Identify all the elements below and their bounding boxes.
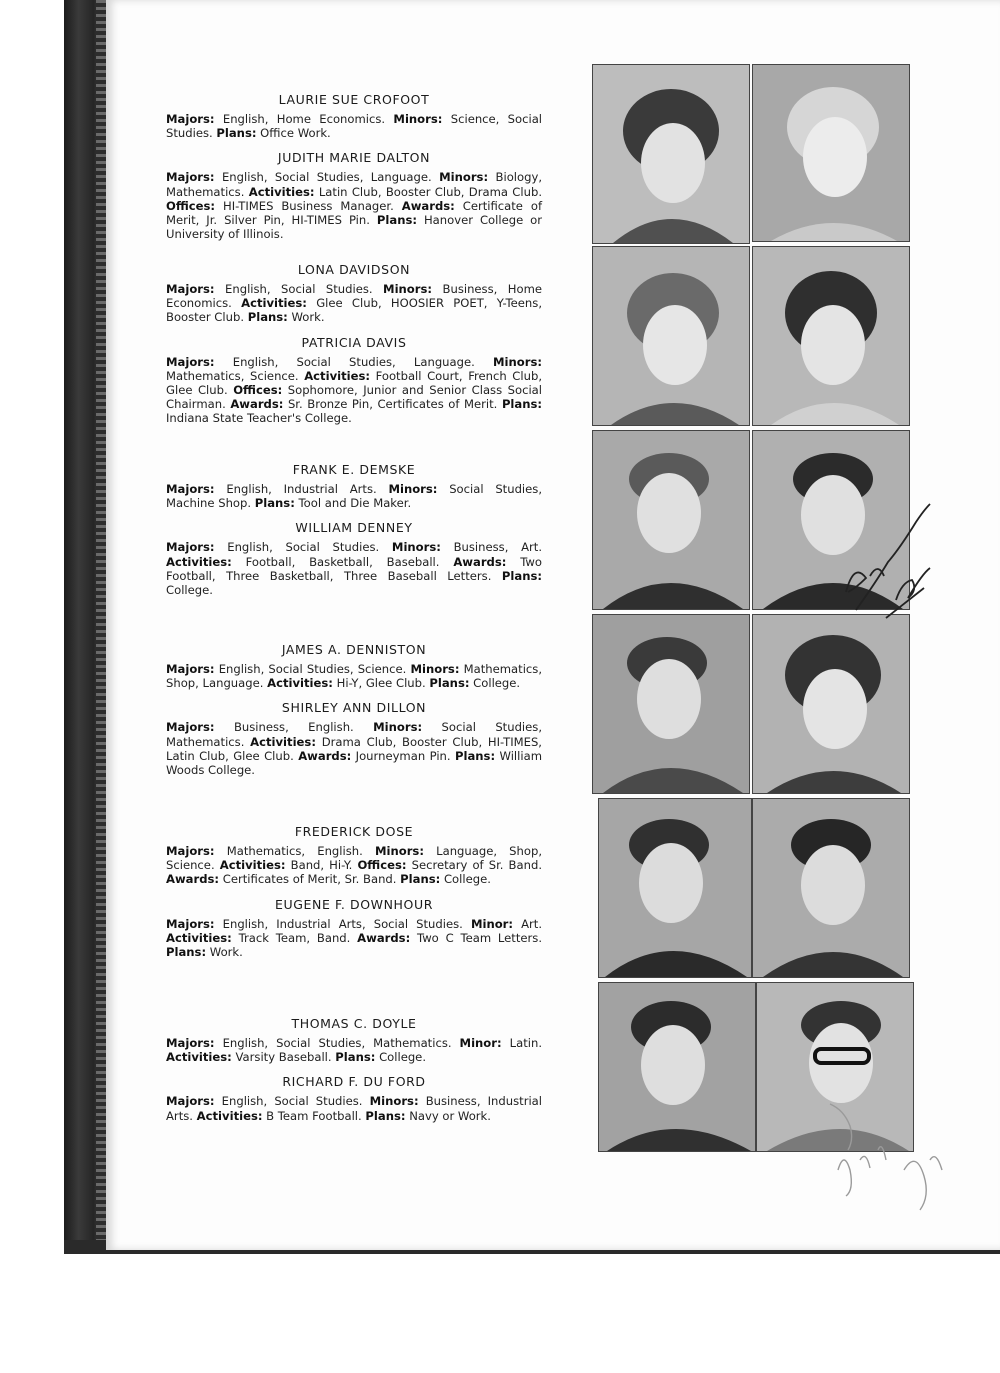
entry-pair-2 xyxy=(166,262,542,436)
student-bio: Majors: English, Social Studies, Language. Minors: Mathematics, Science. Activities: Football Court, French Club, Glee Club. Offices: Sophomore, Junior and Senior Class Social Chairman. Awards: Sr. Bronze Pin, Certificates of Merit. Plans: Indiana State Teacher's College. xyxy=(166,354,543,426)
portrait-photo xyxy=(592,614,750,794)
handwritten-autograph xyxy=(826,492,956,622)
student-name: WILLIAM DENNEY xyxy=(295,520,413,536)
portrait-photo xyxy=(752,246,910,426)
handwritten-note xyxy=(820,1000,970,1220)
portrait-photo xyxy=(598,982,756,1152)
student-name: FRANK E. DEMSKE xyxy=(292,462,416,477)
entry-pair-4 xyxy=(166,642,542,787)
student-name: FREDERICK DOSE xyxy=(294,824,414,839)
student-bio: Majors: English, Industrial Arts. Minors: Social Studies, Machine Shop. Plans: Tool and Die Maker. xyxy=(166,482,543,511)
student-bio: Majors: English, Social Studies, Science. Minors: Mathematics, Shop, Language. Activities: Hi-Y, Glee Club. Plans: College. xyxy=(166,662,543,691)
portrait-photo xyxy=(752,64,910,242)
portrait-photo xyxy=(592,64,750,244)
student-name: EUGENE F. DOWNHOUR xyxy=(274,896,434,912)
student-name: LONA DAVIDSON xyxy=(297,262,411,277)
portrait-photo xyxy=(592,246,750,426)
student-name: RICHARD F. DU FORD xyxy=(282,1074,426,1090)
student-bio: Majors: English, Social Studies, Language. Minors: Biology, Mathematics. Activities: Latin Club, Booster Club, Drama Club. Offices: HI-TIMES Business Manager. Awards: Certificate of Merit, Jr. Silver Pin, HI-TIMES Pin. Plans: Hanover College or University of Illinois. xyxy=(166,170,543,242)
portrait-photo xyxy=(592,430,750,610)
binding-edge xyxy=(96,0,106,1253)
portrait-photo xyxy=(598,798,752,978)
student-bio: Majors: English, Industrial Arts, Social Studies. Minor: Art. Activities: Track Team, Band. Awards: Two C Team Letters. Plans: Work. xyxy=(166,916,543,960)
student-bio: Majors: English, Social Studies. Minors: Business, Industrial Arts. Activities: B Team Football. Plans: Navy or Work. xyxy=(166,1094,543,1123)
student-name: JUDITH MARIE DALTON xyxy=(277,150,431,166)
student-name: PATRICIA DAVIS xyxy=(301,334,407,350)
entry-pair-1 xyxy=(166,92,542,251)
student-name: SHIRLEY ANN DILLON xyxy=(281,700,427,716)
entry-pair-3 xyxy=(166,462,542,607)
portrait-photo xyxy=(752,614,910,794)
entry-pair-5 xyxy=(166,824,542,969)
student-bio: Majors: English, Social Studies. Minors: Business, Art. Activities: Football, Basketball, Baseball. Awards: Two Football, Three Basketball, Three Baseball Letters. Plans: College. xyxy=(166,540,543,598)
student-name: THOMAS C. DOYLE xyxy=(291,1016,417,1031)
student-name: LAURIE SUE CROFOOT xyxy=(278,92,430,107)
student-bio: Majors: Business, English. Minors: Social Studies, Mathematics. Activities: Drama Club, Booster Club, HI-TIMES, Latin Club, Glee Club. Awards: Journeyman Pin. Plans: William Woods College. xyxy=(166,720,543,778)
portrait-photo xyxy=(752,798,910,978)
student-name: JAMES A. DENNISTON xyxy=(281,642,427,657)
student-bio: Majors: Mathematics, English. Minors: Language, Shop, Science. Activities: Band, Hi-Y. Offices: Secretary of Sr. Band. Awards: Certificates of Merit, Sr. Band. Plans: College. xyxy=(166,844,543,887)
student-bio: Majors: English, Social Studies. Minors: Business, Home Economics. Activities: Glee Club, HOOSIER POET, Y-Teens, Booster Club. Plans: Work. xyxy=(166,282,543,325)
student-bio: Majors: English, Social Studies, Mathematics. Minor: Latin. Activities: Varsity Baseball. Plans: College. xyxy=(166,1036,543,1065)
student-bio: Majors: English, Home Economics. Minors: Science, Social Studies. Plans: Office Work. xyxy=(166,112,543,141)
entry-pair-6 xyxy=(166,1016,542,1133)
